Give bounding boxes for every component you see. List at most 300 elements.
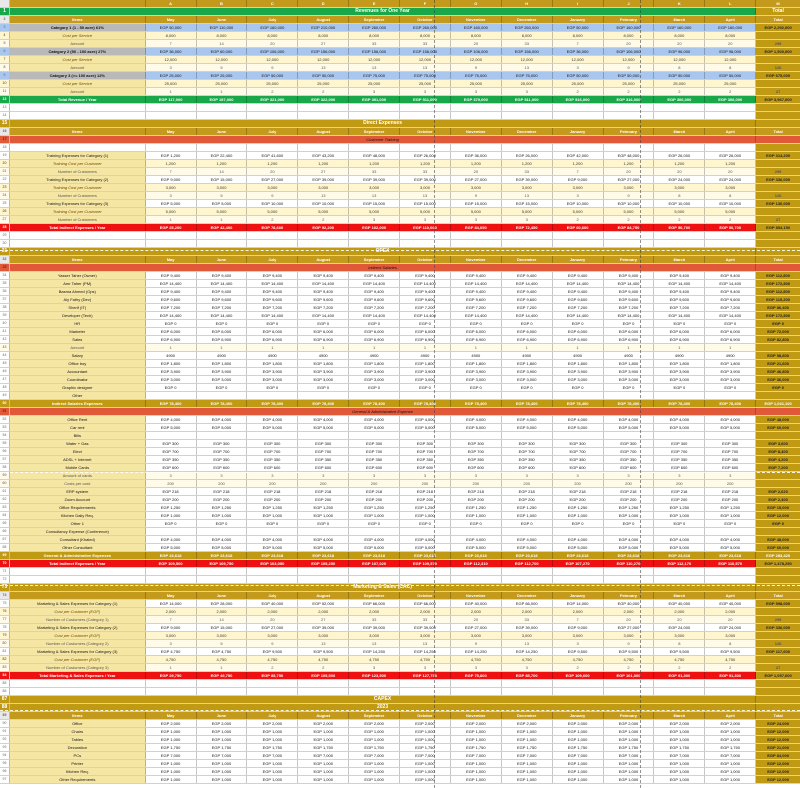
month-cell[interactable]: EGP 5,000: [197, 200, 248, 207]
month-cell[interactable]: EGP 1,000: [451, 776, 502, 783]
month-cell[interactable]: 200: [654, 480, 705, 487]
month-cell[interactable]: 13: [400, 192, 451, 199]
month-cell[interactable]: March: [654, 16, 705, 23]
month-cell[interactable]: EGP 10,000: [553, 200, 604, 207]
month-cell[interactable]: [247, 240, 298, 247]
total-cell[interactable]: EGP 314,200: [756, 152, 800, 159]
month-cell[interactable]: 3,000: [298, 184, 349, 191]
month-cell[interactable]: [197, 432, 248, 439]
total-cell[interactable]: EGP 46,800: [756, 368, 800, 375]
month-cell[interactable]: [298, 680, 349, 687]
month-cell[interactable]: EGP 5,000: [451, 544, 502, 551]
month-cell[interactable]: EGP 160,000: [247, 24, 298, 31]
row-label-cell[interactable]: Indirect Salaries Expenses: [10, 400, 146, 407]
row-number[interactable]: 59: [0, 472, 10, 479]
month-cell[interactable]: 5: [197, 640, 248, 647]
row-number[interactable]: [0, 0, 10, 7]
row-number[interactable]: 8: [0, 64, 10, 71]
month-cell[interactable]: 200: [705, 480, 756, 487]
total-cell[interactable]: EGP 7,200: [756, 464, 800, 471]
month-cell[interactable]: EGP 511,000: [502, 96, 553, 103]
month-cell[interactable]: June: [197, 256, 248, 263]
month-cell[interactable]: EGP 22,400: [197, 152, 248, 159]
month-cell[interactable]: [502, 392, 553, 399]
month-cell[interactable]: 5,000: [451, 208, 502, 215]
row-label-cell[interactable]: Cost per Service: [10, 80, 146, 87]
month-cell[interactable]: 2: [705, 216, 756, 223]
month-cell[interactable]: 12,000: [604, 56, 655, 63]
month-cell[interactable]: [654, 240, 705, 247]
total-cell[interactable]: EGP 2,292,000: [756, 24, 800, 31]
month-cell[interactable]: EGP 2,000: [298, 720, 349, 727]
month-cell[interactable]: 33: [502, 40, 553, 47]
month-cell[interactable]: [400, 432, 451, 439]
month-cell[interactable]: EGP 300: [247, 440, 298, 447]
month-cell[interactable]: EGP 109,600: [553, 672, 604, 679]
total-cell[interactable]: EGP 72,000: [756, 328, 800, 335]
row-label-cell[interactable]: ERP system: [10, 488, 146, 495]
month-cell[interactable]: EGP 4,000: [400, 416, 451, 423]
month-cell[interactable]: 3,000: [197, 184, 248, 191]
month-cell[interactable]: [197, 112, 248, 119]
month-cell[interactable]: 25,000: [400, 80, 451, 87]
month-cell[interactable]: July: [247, 16, 298, 23]
month-cell[interactable]: EGP 9,400: [502, 272, 553, 279]
month-cell[interactable]: 8,000: [705, 32, 756, 39]
row-number[interactable]: 40: [0, 320, 10, 327]
month-cell[interactable]: EGP 600: [502, 464, 553, 471]
month-cell[interactable]: EGP 50,000: [604, 72, 655, 79]
month-cell[interactable]: 4900: [654, 352, 705, 359]
month-cell[interactable]: 5,000: [298, 208, 349, 215]
row-label-cell[interactable]: Accountant: [10, 368, 146, 375]
month-cell[interactable]: EGP 1,250: [400, 504, 451, 511]
month-cell[interactable]: 33: [400, 168, 451, 175]
month-cell[interactable]: June: [197, 16, 248, 23]
month-cell[interactable]: EGP 9,400: [247, 272, 298, 279]
total-cell[interactable]: [756, 232, 800, 239]
total-cell[interactable]: EGP 2,400: [756, 496, 800, 503]
month-cell[interactable]: [705, 104, 756, 111]
row-number[interactable]: 1: [0, 8, 10, 15]
month-cell[interactable]: [502, 576, 553, 583]
month-cell[interactable]: EGP 3,900: [247, 368, 298, 375]
month-cell[interactable]: 20: [247, 168, 298, 175]
month-cell[interactable]: EGP 102,000: [349, 224, 400, 231]
row-label-cell[interactable]: Basma Ahmed (Ops): [10, 288, 146, 295]
total-cell[interactable]: EGP 21,000: [756, 744, 800, 751]
row-number[interactable]: 67: [0, 536, 10, 543]
row-label-cell[interactable]: Salary: [10, 352, 146, 359]
month-cell[interactable]: EGP 700: [197, 448, 248, 455]
month-cell[interactable]: 3,000: [451, 632, 502, 639]
row-label-cell[interactable]: Training Expenses for Category (2): [10, 176, 146, 183]
month-cell[interactable]: July: [247, 592, 298, 599]
month-cell[interactable]: [604, 112, 655, 119]
month-cell[interactable]: [400, 232, 451, 239]
row-number[interactable]: 94: [0, 752, 10, 759]
month-cell[interactable]: [197, 104, 248, 111]
month-cell[interactable]: EGP 39,000: [400, 176, 451, 183]
month-cell[interactable]: [654, 576, 705, 583]
month-cell[interactable]: [604, 680, 655, 687]
total-cell[interactable]: EGP 130,000: [756, 200, 800, 207]
month-cell[interactable]: 4900: [705, 352, 756, 359]
month-cell[interactable]: [298, 576, 349, 583]
month-cell[interactable]: EGP 14,250: [349, 648, 400, 655]
month-cell[interactable]: 7: [553, 40, 604, 47]
total-cell[interactable]: EGP 12,000: [756, 512, 800, 519]
month-cell[interactable]: 20: [604, 616, 655, 623]
row-number[interactable]: 72: [0, 576, 10, 583]
row-number[interactable]: 5: [0, 40, 10, 47]
month-cell[interactable]: [604, 392, 655, 399]
row-number[interactable]: 92: [0, 736, 10, 743]
month-cell[interactable]: EGP 7,200: [247, 304, 298, 311]
month-cell[interactable]: EGP 50,000: [553, 72, 604, 79]
month-cell[interactable]: [654, 112, 705, 119]
row-label-cell[interactable]: CAPEX: [10, 696, 756, 703]
month-cell[interactable]: EGP 5,000: [654, 544, 705, 551]
month-cell[interactable]: [604, 568, 655, 575]
month-cell[interactable]: 20: [654, 40, 705, 47]
month-cell[interactable]: EGP 6,000: [705, 328, 756, 335]
month-cell[interactable]: EGP 78,400: [298, 400, 349, 407]
month-cell[interactable]: EGP 14,400: [197, 280, 248, 287]
month-cell[interactable]: EGP 1,000: [197, 512, 248, 519]
month-cell[interactable]: May: [146, 712, 197, 719]
row-number[interactable]: 52: [0, 416, 10, 423]
month-cell[interactable]: EGP 7,200: [451, 304, 502, 311]
month-cell[interactable]: [146, 688, 197, 695]
row-number[interactable]: 91: [0, 728, 10, 735]
month-cell[interactable]: 20: [247, 616, 298, 623]
month-cell[interactable]: EGP 3,900: [349, 368, 400, 375]
month-cell[interactable]: EGP 0: [298, 384, 349, 391]
month-cell[interactable]: EGP 1,000: [502, 760, 553, 767]
month-cell[interactable]: [298, 392, 349, 399]
month-cell[interactable]: EGP 2,000: [654, 720, 705, 727]
month-cell[interactable]: EGP 200: [247, 496, 298, 503]
month-cell[interactable]: EGP 9,400: [247, 288, 298, 295]
month-cell[interactable]: EGP 300: [553, 440, 604, 447]
month-cell[interactable]: EGP 2,000: [400, 720, 451, 727]
row-label-cell[interactable]: General & Administrative Expenses: [10, 552, 146, 559]
month-cell[interactable]: EGP 1,000: [654, 736, 705, 743]
month-cell[interactable]: [247, 104, 298, 111]
month-cell[interactable]: 2,000: [197, 608, 248, 615]
month-cell[interactable]: EGP 0: [146, 384, 197, 391]
month-cell[interactable]: EGP 9,400: [197, 288, 248, 295]
month-cell[interactable]: EGP 600: [451, 464, 502, 471]
month-cell[interactable]: EGP 14,400: [197, 312, 248, 319]
row-number[interactable]: 75: [0, 600, 10, 607]
month-cell[interactable]: [349, 104, 400, 111]
month-cell[interactable]: [604, 688, 655, 695]
month-cell[interactable]: [451, 568, 502, 575]
month-cell[interactable]: 8: [705, 192, 756, 199]
month-cell[interactable]: EGP 350: [654, 456, 705, 463]
month-cell[interactable]: [349, 528, 400, 535]
month-cell[interactable]: EGP 3,900: [197, 368, 248, 375]
month-cell[interactable]: EGP 1,000: [247, 768, 298, 775]
month-cell[interactable]: EGP 260,000: [349, 24, 400, 31]
row-number[interactable]: 45: [0, 360, 10, 367]
month-cell[interactable]: EGP 1,000: [654, 512, 705, 519]
month-cell[interactable]: EGP 9,600: [654, 296, 705, 303]
month-cell[interactable]: [247, 112, 298, 119]
month-cell[interactable]: EGP 25,000: [146, 72, 197, 79]
month-cell[interactable]: 12,000: [146, 56, 197, 63]
month-cell[interactable]: 3,000: [146, 632, 197, 639]
month-cell[interactable]: [604, 432, 655, 439]
month-cell[interactable]: 2: [654, 664, 705, 671]
month-cell[interactable]: 1: [604, 344, 655, 351]
month-cell[interactable]: [146, 392, 197, 399]
month-cell[interactable]: [604, 232, 655, 239]
month-cell[interactable]: EGP 4,000: [451, 536, 502, 543]
month-cell[interactable]: November: [451, 256, 502, 263]
month-cell[interactable]: EGP 7,200: [654, 304, 705, 311]
month-cell[interactable]: [604, 576, 655, 583]
month-cell[interactable]: EGP 50,000: [146, 24, 197, 31]
month-cell[interactable]: EGP 23,618: [604, 552, 655, 559]
month-cell[interactable]: EGP 5,000: [197, 544, 248, 551]
month-cell[interactable]: 3: [400, 472, 451, 479]
month-cell[interactable]: 13: [349, 64, 400, 71]
month-cell[interactable]: 5,000: [349, 208, 400, 215]
total-cell[interactable]: EGP 48,000: [756, 416, 800, 423]
month-cell[interactable]: [553, 112, 604, 119]
row-number[interactable]: 85: [0, 680, 10, 687]
month-cell[interactable]: EGP 9,500: [604, 648, 655, 655]
month-cell[interactable]: EGP 1,000: [553, 768, 604, 775]
total-cell[interactable]: EGP 675,000: [756, 72, 800, 79]
month-cell[interactable]: 27: [298, 616, 349, 623]
month-cell[interactable]: EGP 600: [247, 464, 298, 471]
month-cell[interactable]: 1,200: [705, 160, 756, 167]
month-cell[interactable]: EGP 3,000: [298, 376, 349, 383]
month-cell[interactable]: EGP 3,900: [451, 368, 502, 375]
month-cell[interactable]: [197, 528, 248, 535]
total-cell[interactable]: EGP 86,400: [756, 304, 800, 311]
month-cell[interactable]: EGP 50,000: [553, 24, 604, 31]
row-label-cell[interactable]: Number of Customers (Category 3): [10, 664, 146, 671]
month-cell[interactable]: 3: [298, 472, 349, 479]
row-label-cell[interactable]: Office: [10, 720, 146, 727]
total-cell[interactable]: EGP 12,000: [756, 760, 800, 767]
month-cell[interactable]: EGP 72,450: [502, 224, 553, 231]
month-cell[interactable]: EGP 4,000: [146, 536, 197, 543]
row-number[interactable]: 32: [0, 256, 10, 263]
month-cell[interactable]: 13: [502, 64, 553, 71]
month-cell[interactable]: EGP 9,400: [451, 288, 502, 295]
month-cell[interactable]: 1: [654, 344, 705, 351]
row-number[interactable]: 25: [0, 200, 10, 207]
month-cell[interactable]: August: [298, 128, 349, 135]
month-cell[interactable]: 1,200: [654, 160, 705, 167]
row-label-cell[interactable]: Marketing & Sales (CAC): [10, 584, 756, 591]
month-cell[interactable]: EGP 36,000: [553, 48, 604, 55]
month-cell[interactable]: EGP 66,000: [349, 600, 400, 607]
total-cell[interactable]: EGP 112,800: [756, 288, 800, 295]
month-cell[interactable]: EGP 40,000: [705, 600, 756, 607]
month-cell[interactable]: 3: [654, 472, 705, 479]
month-cell[interactable]: EGP 6,900: [705, 336, 756, 343]
month-cell[interactable]: EGP 600: [298, 464, 349, 471]
month-cell[interactable]: EGP 0: [604, 384, 655, 391]
row-label-cell[interactable]: Costs per card: [10, 480, 146, 487]
row-number[interactable]: 81: [0, 648, 10, 655]
month-cell[interactable]: EGP 600: [349, 464, 400, 471]
month-cell[interactable]: 8: [705, 64, 756, 71]
month-cell[interactable]: 33: [349, 40, 400, 47]
month-cell[interactable]: [146, 232, 197, 239]
month-cell[interactable]: EGP 3,900: [705, 368, 756, 375]
month-cell[interactable]: D: [298, 0, 349, 7]
row-label-cell[interactable]: [10, 568, 146, 575]
month-cell[interactable]: 5,000: [247, 208, 298, 215]
month-cell[interactable]: 8: [654, 640, 705, 647]
month-cell[interactable]: EGP 700: [604, 448, 655, 455]
month-cell[interactable]: EGP 4,000: [349, 536, 400, 543]
total-cell[interactable]: EGP 24,000: [756, 720, 800, 727]
month-cell[interactable]: EGP 218: [604, 488, 655, 495]
row-number[interactable]: 50: [0, 400, 10, 407]
month-cell[interactable]: EGP 78,400: [654, 400, 705, 407]
month-cell[interactable]: EGP 91,300: [705, 672, 756, 679]
month-cell[interactable]: EGP 2,000: [553, 720, 604, 727]
month-cell[interactable]: 27: [298, 168, 349, 175]
row-number[interactable]: 12: [0, 96, 10, 103]
row-label-cell[interactable]: Marketing & Sales Expenses for Category (2): [10, 624, 146, 631]
month-cell[interactable]: [247, 688, 298, 695]
month-cell[interactable]: EGP 1,250: [247, 504, 298, 511]
month-cell[interactable]: [197, 144, 248, 151]
month-cell[interactable]: 2: [247, 664, 298, 671]
month-cell[interactable]: EGP 1,000: [553, 728, 604, 735]
month-cell[interactable]: EGP 42,400: [197, 224, 248, 231]
month-cell[interactable]: EGP 5,000: [553, 544, 604, 551]
month-cell[interactable]: [553, 232, 604, 239]
month-cell[interactable]: 33: [400, 40, 451, 47]
row-label-cell[interactable]: Number of Customers (Category 1): [10, 616, 146, 623]
row-number[interactable]: 26: [0, 208, 10, 215]
month-cell[interactable]: [298, 568, 349, 575]
month-cell[interactable]: EGP 6,000: [451, 328, 502, 335]
month-cell[interactable]: EGP 316,000: [604, 96, 655, 103]
month-cell[interactable]: 2: [553, 88, 604, 95]
month-cell[interactable]: 3: [400, 664, 451, 671]
month-cell[interactable]: EGP 1,800: [197, 360, 248, 367]
month-cell[interactable]: [654, 392, 705, 399]
month-cell[interactable]: EGP 50,700: [654, 224, 705, 231]
month-cell[interactable]: EGP 105,250: [298, 560, 349, 567]
month-cell[interactable]: [146, 576, 197, 583]
month-cell[interactable]: EGP 66,000: [400, 600, 451, 607]
month-cell[interactable]: EGP 7,000: [451, 752, 502, 759]
total-cell[interactable]: EGP 58,800: [756, 352, 800, 359]
total-cell[interactable]: [756, 184, 800, 191]
month-cell[interactable]: EGP 0: [502, 520, 553, 527]
row-number[interactable]: 9: [0, 72, 10, 79]
row-number[interactable]: 63: [0, 504, 10, 511]
row-label-cell[interactable]: Elect: [10, 448, 146, 455]
month-cell[interactable]: EGP 1,750: [705, 744, 756, 751]
month-cell[interactable]: EGP 24,000: [705, 624, 756, 631]
month-cell[interactable]: [705, 432, 756, 439]
month-cell[interactable]: EGP 9,400: [553, 288, 604, 295]
month-cell[interactable]: 4,750: [604, 656, 655, 663]
row-number[interactable]: 80: [0, 640, 10, 647]
month-cell[interactable]: EGP 78,400: [197, 400, 248, 407]
month-cell[interactable]: [705, 688, 756, 695]
month-cell[interactable]: EGP 10,000: [298, 200, 349, 207]
month-cell[interactable]: EGP 3,000: [502, 376, 553, 383]
month-cell[interactable]: EGP 0: [349, 320, 400, 327]
month-cell[interactable]: EGP 2,000: [349, 720, 400, 727]
total-cell[interactable]: Total: [756, 592, 800, 599]
row-number[interactable]: 24: [0, 192, 10, 199]
row-label-cell[interactable]: Kitchen Daily Req.: [10, 512, 146, 519]
month-cell[interactable]: EGP 0: [197, 520, 248, 527]
month-cell[interactable]: 1,200: [146, 160, 197, 167]
month-cell[interactable]: 200: [451, 480, 502, 487]
row-number[interactable]: 6: [0, 48, 10, 55]
month-cell[interactable]: 5,000: [197, 208, 248, 215]
row-number[interactable]: 14: [0, 112, 10, 119]
month-cell[interactable]: 3: [553, 192, 604, 199]
month-cell[interactable]: EGP 43,200: [298, 152, 349, 159]
month-cell[interactable]: EGP 110,270: [604, 560, 655, 567]
total-cell[interactable]: [756, 208, 800, 215]
month-cell[interactable]: 8,000: [298, 32, 349, 39]
row-number[interactable]: 70: [0, 560, 10, 567]
month-cell[interactable]: EGP 0: [146, 320, 197, 327]
month-cell[interactable]: December: [502, 256, 553, 263]
row-number[interactable]: 21: [0, 168, 10, 175]
month-cell[interactable]: 4,750: [502, 656, 553, 663]
month-cell[interactable]: EGP 350: [298, 456, 349, 463]
month-cell[interactable]: EGP 1,750: [451, 744, 502, 751]
month-cell[interactable]: B: [197, 0, 248, 7]
month-cell[interactable]: 3: [553, 640, 604, 647]
month-cell[interactable]: EGP 160,000: [604, 24, 655, 31]
month-cell[interactable]: EGP 350: [705, 456, 756, 463]
month-cell[interactable]: EGP 24,000: [705, 176, 756, 183]
month-cell[interactable]: 2: [247, 88, 298, 95]
month-cell[interactable]: EGP 700: [705, 448, 756, 455]
month-cell[interactable]: EGP 110,000: [197, 24, 248, 31]
month-cell[interactable]: EGP 27,000: [604, 176, 655, 183]
total-cell[interactable]: 126: [756, 640, 800, 647]
month-cell[interactable]: [298, 112, 349, 119]
month-cell[interactable]: [654, 144, 705, 151]
total-cell[interactable]: EGP 0: [756, 384, 800, 391]
month-cell[interactable]: EGP 3,000: [146, 376, 197, 383]
month-cell[interactable]: 8,000: [502, 32, 553, 39]
month-cell[interactable]: 20: [705, 40, 756, 47]
month-cell[interactable]: EGP 1,000: [604, 776, 655, 783]
month-cell[interactable]: 4900: [451, 352, 502, 359]
month-cell[interactable]: 12,000: [451, 56, 502, 63]
row-label-cell[interactable]: Bills: [10, 432, 146, 439]
month-cell[interactable]: 4900: [553, 352, 604, 359]
month-cell[interactable]: 2,000: [502, 608, 553, 615]
month-cell[interactable]: EGP 14,400: [146, 312, 197, 319]
month-cell[interactable]: [553, 568, 604, 575]
month-cell[interactable]: 3,000: [705, 184, 756, 191]
